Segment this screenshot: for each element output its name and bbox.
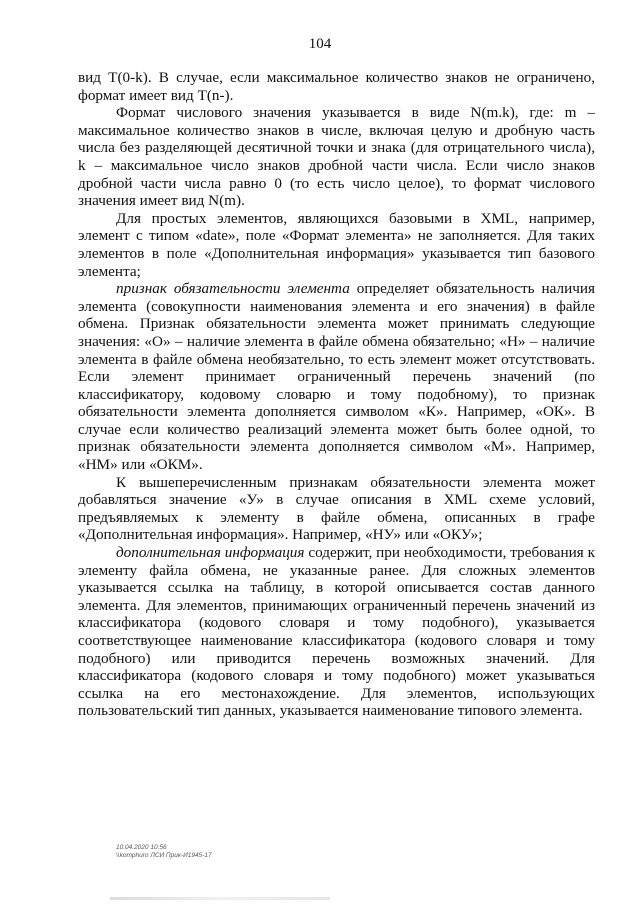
bottom-scan-artifact	[110, 897, 330, 900]
paragraph-5: К вышеперечисленным признакам обязательности элемента может добавляться значение «У» в случае описания в XML схеме условий, предъявляемых к элементу в файле обмена, описанных в графе «Дополнительная информация». Например, «НУ» или «ОКУ»;	[78, 473, 595, 544]
paragraph-3: Для простых элементов, являющихся базовыми в XML, например, элемент с типом «date», поле «Формат элемента» не заполняется. Для таких элементов в поле «Дополнительная информация» указывается тип базового элемента;	[78, 209, 595, 280]
paragraph-1: вид T(0-k). В случае, если максимальное количество знаков не ограничено, формат имеет вид T(n-).	[78, 69, 595, 104]
paragraph-6-text: содержит, при необходимости, требования к элементу файла обмена, не указанные ранее. Для сложных элементов указывается ссылка на таблицу, в которой описывается состав данного элемента. Для элементов, принимающих ограниченный перечень значений из классификатора (кодового словаря и тому подобного), указывается соответствующее наименование классификатора (кодового словаря и тому подобного) или приводится перечень возможных значений. Для классификатора (кодового словаря и тому подобного) может указываться ссылка на его местонахождение. Для элементов, использующих пользовательский тип данных, указывается наименование типового элемента.	[78, 544, 595, 720]
paragraph-4	[78, 280, 595, 474]
term-mandatory-attribute: признак обязательности элемента	[116, 280, 350, 298]
paragraph-6	[78, 544, 595, 720]
body-text	[78, 69, 595, 720]
paragraph-4-text: определяет обязательность наличия элемента (совокупности наименования элемента и его значения) в файле обмена. Признак обязательности элемента может принимать следующие значения: «О» – наличие элемента в файле обмена обязательно; «Н» – наличие элемента в файле обмена необязательно, то есть элемент может отсутствовать. Если элемент принимает ограниченный перечень значений (по классификатору, кодовому словарю и тому подобному), то признак обязательности элемента дополняется символом «К». Например, «ОК». В случае если количество реализаций элемента может быть более одной, то признак обязательности элемента дополняется символом «М». Например, «НМ» или «ОКМ».	[78, 280, 595, 474]
page-number: 104	[308, 36, 332, 52]
paragraph-2: Формат числового значения указывается в виде N(m.k), где: m – максимальное количество знаков в числе, включая целую и дробную часть числа без разделяющей десятичной точки и знака (для отрицательного числа), k – максимальное число знаков дробной части числа. Если число знаков дробной части числа равно 0 (то есть число целое), то формат числового значения имеет вид N(m).	[78, 104, 595, 210]
footer-stamp	[116, 844, 212, 860]
term-additional-info: дополнительная информация	[116, 544, 305, 562]
footer-file-path: \\komphuro ЛСИ Прик-И1945-17	[116, 852, 212, 859]
footer-timestamp: 10.04.2020 10:56	[116, 844, 167, 851]
